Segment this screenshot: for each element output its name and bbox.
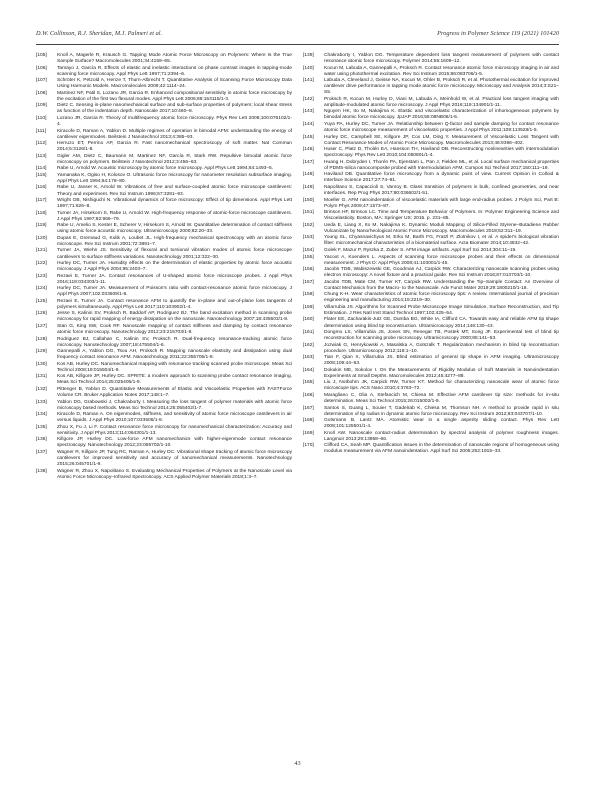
reference-entry [36,103,292,115]
reference-entry [36,412,292,424]
reference-entry [303,185,559,197]
reference-text: Clifford CA, Seah MP. Quantification issues in the determination of nanoscale regions of homogeneous using modulus measurement via AFM nanoindentation. Appl Surf Sci 2005;252:1915–33. [324,443,559,455]
reference-number: [163] [303,355,314,361]
reference-number: [110] [36,115,47,121]
running-head-journal: Progress in Polymer Science 119 (2021) 101420 [437,30,559,37]
reference-text: Tamayo J, García R. Effects of elastic and inelastic interactions on phase contrast images in tapping-mode scanning force microscopy. Appl Phys Lett 1997;71:2394–6. [57,65,292,77]
reference-entry [303,122,559,134]
reference-text: Labuda A, Cleveland J, Geisse NA, Kocun M, Ohler B, Proksch R, et al. Photothermal excitation for improved cantilever drive performance in tapping mode atomic force microscopy. Microscopy and Analysis 2014;3:S21–S5. [324,78,559,96]
reference-text: Yablon DG, Grabowski J, Chakraborty I. Measuring the loss tangent of polymer materials with atomic force microscopy based methods. Meas Sci Technol 2014;25:055402/1-7. [57,399,292,411]
reference-number: [134] [36,412,47,418]
references-column-right [303,53,559,456]
reference-text: Dupas E, Gremaud G, Kulik A, Loubet JL. High-frequency mechanical spectroscopy with an atomic force microscope. Rev Sci Instrum 2001;72:3891–7. [57,235,292,247]
reference-entry [36,299,292,311]
reference-entry [36,400,292,412]
reference-number: [150] [303,197,314,203]
reference-number: [152] [303,222,314,228]
reference-entry [36,166,292,172]
reference-text: Dongmo LS, Villarrubia JS, Jones SN, Renegar TB, Postek MT, Song JF. Experimental test of blind tip reconstruction for scanning probe microscopy. Ultramicroscopy 2000;85:141–53. [324,330,559,342]
reference-number: [156] [303,267,314,273]
reference-number: [126] [36,311,47,317]
reference-number: [142] [303,96,314,102]
reference-number: [158] [303,292,314,298]
reference-number: [105] [36,53,47,58]
reference-text: Wright OB, Nishiguchi N. Vibrational dynamics of force microscopy: Effect of tip dimensions. Appl Phys Lett 1997;71:626–8. [57,198,292,210]
reference-entry [36,66,292,78]
reference-number: [137] [36,449,47,455]
reference-entry [36,141,292,153]
reference-text: Tian F, Qian X, Villarrubia JS. Blind estimation of general tip shape in AFM imaging. Ultramicroscopy 2008;109:44–53. [324,355,559,367]
reference-number: [132] [36,386,47,392]
reference-entry [303,305,559,317]
reference-text: Gotsmann B, Lantz MA. Atomistic wear in a single asperity sliding contact. Phys Rev Lett 2008;101:125501/1-4. [324,418,559,430]
reference-number: [162] [303,342,314,348]
reference-entry [36,185,292,197]
reference-text: Schröter K, Petzold A, Henze T, Thurn-Albrecht T. Quantitative Analysis of Scanning Force Microscopy Data Using Harmonic Models. Macromolecules 2009;42:1114–24. [57,78,292,90]
reference-text: Wagner R, Killgore JP, Tung RC, Raman A, Hurley DC. Vibrational shape tracking of atomic force microscopy cantilevers for improved sensitivity and accuracy of nanomechanical measurements. Nanotechnology 2015;26:045701/1-9. [57,449,292,468]
reference-number: [118] [36,210,47,216]
reference-entry [303,255,559,267]
reference-entry [303,330,559,342]
reference-entry [303,317,559,329]
reference-number: [127] [36,324,47,330]
reference-entry [303,343,559,355]
reference-text: Gigler AM, Dietz C, Baumann M, Martinez NF, García R, Stark RW. Repulsive bimodal atomic force microscopy on polymers. Beilstein J Nanotechnol 2012;3:456–63. [57,153,292,165]
reference-number: [154] [303,247,314,253]
reference-entry [303,53,559,65]
reference-number: [157] [303,279,314,285]
reference-text: Rabe U, Amelio S, Kester E, Scherer V, Hirsekorn S, Arnold W. Quantitative determination of contact stiffness using atomic force acoustic microscopy. Ultramicroscopy 2000;82:20–33. [57,223,292,235]
reference-number: [147] [303,159,314,165]
reference-entry [303,248,559,254]
reference-entry [36,425,292,437]
reference-number: [131] [36,374,47,380]
reference-number: [144] [303,122,314,128]
reference-entry [36,129,292,141]
reference-number: [166] [303,393,314,399]
reference-text: Rabe U, Janser K, Arnold W. Vibrations of free and surface-coupled atomic force microscope cantilevers: Theory and experiment. Rev Sci Instrum 1996;67:3281–93. [57,185,292,197]
reference-text: Rodriguez BJ, Callahan C, Kalinin SV, Proksch R. Dual-frequency resonance-tracking atomic force microscopy. Nanotechnology 2007;18:475504/1-6. [57,336,292,348]
reference-entry [36,116,292,128]
reference-number: [123] [36,273,47,279]
reference-text: Brinson HF, Brinson LC. Time and Temperature Behavior of Polymers. In: Polymer Engineering Science and Viscoelasticity. Boston, MA: Springer US; 2015. p. 231–85. [324,210,559,222]
reference-text: Kiracofe D, Raman A, Yablon D. Multiple regimes of operation in bimodal AFM: understanding the energy of cantilever eigenmodes. Beilstein J Nanotechnol 2013;4:385–93. [57,128,292,140]
reference-entry [36,91,292,103]
reference-entry [36,211,292,223]
reference-number: [130] [36,361,47,367]
reference-entry [303,418,559,430]
reference-text: Jesse S, Kalinin SV, Proksch R, Baddorf AP, Rodriguez BJ. The band excitation method in scanning probe microscopy for rapid mapping of energy dissipation on the nanoscale. Nanotechnology 2007;18:435503/1-8. [57,311,292,323]
reference-number: [170] [303,443,314,449]
reference-entry [36,362,292,374]
reference-number: [169] [303,430,314,436]
reference-text: Zhou X, Fu J, Li F. Contact resonance force microscopy for nanomechanical characterization: Accuracy and sensitivity. J Appl Phys 2013;114:064301/1-13. [57,424,292,436]
reference-text: Ueda E, Liang X, Ito M, Nakajima K. Dynamic Moduli Mapping of Silica-Filled Styrene–Butadiene Rubber Vulcanizate by Nanorheological Atomic Force Microscopy. Macromolecules 2018;52:311–19. [324,222,559,234]
reference-number: [145] [303,134,314,140]
reference-number: [159] [303,304,314,310]
reference-text: Hurley DC, Turner JA. Humidity effects on the determination of elastic properties by atomic force acoustic microscopy. J Appl Phys 2004;95:2403–7. [57,261,292,273]
reference-entry [36,154,292,166]
reference-number: [151] [303,210,314,216]
reference-entry [36,450,292,468]
reference-entry [303,355,559,367]
reference-number: [149] [303,184,314,190]
reference-text: Wagner R, Zhou X, Napolitano S. Evaluating Mechanical Properties of Polymers at the Nanoscale Level via Atomic Force Microscopy–Infrared Spectroscopy. ACS Applied Polymer Materials 2018;1:3–7. [57,468,292,480]
reference-text: Young SL, Chyasnavichyus M, Erko M, Barth FG, Fratzl P, Zlotnikov I, et al. A spider's biological vibration filter: micromechanical characteristics of a biomaterial surface. Acta Biomater 2014;10:4832–42. [324,235,559,247]
reference-text: Flater EE, Zacharakis-Jutz GE, Dumba BG, White IA, Clifford CA. Towards easy and reliable AFM tip shape determination using blind tip reconstruction. Ultramicroscopy 2014;146:130–43. [324,317,559,329]
reference-text: Santos S, Guang L, Souier T, Gadelrab K, Chiesa M, Thomson NH. A method to provide rapid in situ determination of tip radius in dynamic atomic force microscopy. Rev Sci Instrum 2012;83:043707/1-10. [324,405,559,417]
reference-text: Kos AB, Killgore JP, Hurley DC. SPRITE: a modern approach to scanning probe contact resonance imaging. Meas Sci Technol 2014;25:025405/1-9. [57,374,292,386]
reference-entry [303,160,559,172]
reference-entry [303,267,559,279]
reference-text: Jozwiak G, Henrykowski A, Masalska A, Gotszalk T. Regularization mechanism in blind tip reconstruction procedure. Ultramicroscopy 2012;118:1–10. [324,342,559,354]
reference-entry [36,286,292,298]
reference-text: Napolitano S, Capaccioli S, Vanroy B. Glass transition of polymers in bulk, confined geometries, and near interfaces. Rep Prog Phys 2017;80:036602/1-51. [324,184,559,197]
reference-number: [133] [36,399,47,405]
reference-entry [36,387,292,399]
reference-entry [36,236,292,248]
reference-entry [303,198,559,210]
reference-number: [108] [36,90,47,96]
reference-text: Kiracofe D, Raman A. On eigenmodes, stiffness, and sensitivity of atomic force microscope cantilevers in air versus liquids. J Appl Phys 2010;107:033506/1-9. [57,412,292,424]
reference-entry [36,53,292,65]
reference-number: [117] [36,198,47,204]
reference-text: Yuya PA, Hurley DC, Turner JA. Relationship between Q-factor and sample damping for contact resonance atomic force microscope measurement of viscoelastic properties. J Appl Phys 2011;109:113528/1-5. [324,122,559,134]
reference-number: [139] [303,53,314,58]
reference-number: [136] [36,437,47,443]
reference-number: [113] [36,153,47,159]
reference-number: [164] [303,367,314,373]
reference-text: Moeller G. AFM nanoindentation of viscoelastic materials with large end-radius probes. J Polym Sci, Part B: Polym Phys 2009;47:1573–87. [324,197,559,209]
reference-entry [36,469,292,481]
reference-number: [114] [36,166,47,172]
reference-text: Knoll A, Magerle R, Krausch G. Tapping Mode Atomic Force Microscopy on Polymers: Where Is the True Sample Surface? Macromolecules 2001;34:4159–65. [57,53,292,65]
reference-entry [36,374,292,386]
reference-entry [36,248,292,260]
reference-text: Jacobs TDB, Mate CM, Turner KT, Carpick RW. Understanding the Tip–Sample Contact: An Overview of Contact Mechanics from the Macro- to the Nanoscale. Adv Funct Mater 2019;29:1800210/1-18. [324,279,559,291]
reference-text: Jacobs TDB, Wabiszewski GE, Goodman AJ, Carpick RW. Characterizing nanoscale scanning probes using electron microscopy: A novel fixture and a practical guide. Rev Sci Instrum 2016;87:013703/1-10. [324,267,559,279]
reference-text: Kos AB, Hurley DC. Nanomechanical mapping with resonance tracking scanned probe microscope. Meas Sci Technol 2008;19:015504/1-9. [57,361,292,373]
reference-entry [303,97,559,109]
reference-text: Pittenger B, Yablon D. Quantitative Measurements of Elastic and Viscoelastic Properties with FASTForce Volume CR. Bruker Application Notes 2017;148:1–7. [57,386,292,399]
reference-entry [36,311,292,323]
reference-number: [111] [36,128,47,134]
reference-entry [303,147,559,159]
reference-number: [155] [303,254,314,260]
reference-text: Knoll AW. Nanoscale contact-radius determination by spectral analysis of polymer roughness images. Langmuir 2013;29:13958–66. [324,430,559,442]
reference-number: [135] [36,424,47,430]
reference-entry [303,280,559,292]
reference-number: [109] [36,103,47,109]
reference-number: [168] [303,418,314,424]
reference-entry [303,135,559,147]
reference-text: Huser C, Platz D, Tholén EA, Hansson TH, Haviland DB. Reconstructing nonlinearities with intermodulation spectroscopy. Phys Rev Lett 2010;104:050801/1-4. [324,147,559,159]
reference-text: Turner JA, Wiehn JS. Sensitivity of flexural and torsional vibration modes of atomic force microscope cantilevers to surface stiffness variations. Nanotechnology 2001;12:322–30. [57,248,292,260]
reference-entry [36,337,292,349]
reference-text: Chakraborty I, Yablon DG. Temperature dependent loss tangent measurement of polymers with contact resonance atomic force microscopy. Polymer 2014;55:1609–12. [324,53,559,65]
reference-number: [128] [36,336,47,342]
reference-text: Yacoot A, Koenders L. Aspects of scanning force microscope probes and their effects on dimensional measurement. J Phys D: Appl Phys 2008;41:103001/1-46. [324,254,559,266]
reference-text: Proksch R, Kocun M, Hurley D, Viani M, Labuda A, Meinhold W, et al. Practical loss tangent imaging with amplitude-modulated atomic force microscopy. J Appl Phys 2016;119:134901/1-11. [324,96,559,108]
reference-entry [303,235,559,247]
reference-entry [36,223,292,235]
header-rule [36,44,559,45]
reference-text: Gannepalli A, Yablon DG, Tsou AH, Proksch R. Mapping nanoscale elasticity and dissipation using dual frequency contact resonance AFM. Nanotechnology 2011;22:355705/1-8. [57,349,292,361]
reference-text: Nguyen HK, Ito M, Nakajima K. Elastic and viscoelastic characterization of inhomogeneous polymers by bimodal atomic force microscopy. JpJAP 2016;55:08NB06/1-6. [324,109,559,121]
reference-number: [153] [303,235,314,241]
reference-entry [36,261,292,273]
reference-text: Villarrubia JS. Algorithms for Scanned Probe Microscope Image Simulation, Surface Reconstruction, and Tip Estimation. J Res Natl Inst Stand Technol 1997;102:425–54. [324,304,559,316]
reference-number: [122] [36,261,47,267]
reference-text: Martinez NF, Patil S, Lozano JR, Garcia R. Enhanced compositional sensitivity in atomic force microscopy by the excitation of the first two flexural modes. Appl Phys Lett 2006;89:153115/1-3. [57,90,292,102]
reference-number: [106] [36,65,47,71]
reference-number: [119] [36,223,47,229]
reference-text: Yamanaka K, Ogiso H, Kolosov O. Ultrasonic force microscopy for nanometer resolution subsurface imaging. Appl Phys Lett 1994;64:178–80. [57,172,292,184]
references-column-left [36,53,292,481]
reference-number: [141] [303,78,314,84]
reference-entry [303,210,559,222]
reference-number: [146] [303,147,314,153]
reference-text: Huang H, Dobryden I, Thorén PA, Ejenstam L, Pan J, Fielden ML, et al. Local surface mechanical properties of PDMS-silica nanocomposite probed with Intermodulation AFM. Compos Sci Technol 2017;150:111–19. [324,159,559,171]
reference-entry [303,172,559,184]
reference-number: [148] [303,172,314,178]
reference-number: [124] [36,286,47,292]
reference-number: [121] [36,248,47,254]
reference-entry [36,173,292,185]
reference-number: [167] [303,405,314,411]
reference-text: Rezaei E, Turner JA. Contact resonances of U-shaped atomic force microscope probes. J Appl Phys 2016;119:034303/1-11. [57,273,292,285]
reference-text: Haviland DB. Quantitative force microscopy from a dynamic point of view. Current Opinion in Colloid & Interface Science 2017;27:74–81. [324,172,559,184]
reference-text: Chung K-H. Wear characteristics of atomic force microscopy tips: A review. International journal of precision engineering and manufacturing 2014;15:2219–30. [324,292,559,304]
reference-text: Dietz C. Sensing in-plane nanomechanical surface and sub-surface properties of polymers: local shear stress as function of the indentation depth. Nanoscale 2017;10:460–8. [57,103,292,115]
reference-entry [303,292,559,304]
reference-text: Dokukin ME, Sokolov I. On the Measurements of Rigidity Modulus of Soft Materials in Nanoindentation Experiments at Small Depths. Macromolecules 2012;45:4277–88. [324,367,559,379]
reference-text: Lozano JR, Garcia R. Theory of multifrequency atomic force microscopy. Phys Rev Lett 2008;100:076102/1-4. [57,115,292,128]
reference-entry [36,324,292,336]
reference-text: Turner JA, Hirsekorn S, Rabe U, Arnold W. High-frequency response of atomic-force microscope cantilevers. J Appl Phys 1997;82:966–79. [57,210,292,222]
page-number: 43 [294,760,301,767]
reference-text: Maragliano C, Glia A, Stefancich M, Chiesa M. Effective AFM cantilever tip size: methods for in-situ determination. Meas Sci Technol 2015;26:015002/1-9. [324,393,559,405]
reference-entry [303,393,559,405]
reference-number: [129] [36,349,47,355]
reference-number: [165] [303,380,314,386]
reference-text: Kocun M, Labuda A, Gannepalli A, Proksch R. Contact resonance atomic force microscopy imaging in air and water using photothermal excitation. Rev Sci Instrum 2015;86:083706/1-5. [324,65,559,77]
reference-entry [303,443,559,455]
reference-entry [36,198,292,210]
reference-text: Hurley DC, Campbell SE, Killgore JP, Cox LM, Ding Y. Measurement of Viscoelastic Loss Tangent with Contact Resonance Modes of Atomic Force Microscopy. Macromolecules 2013;46:9396–402. [324,134,559,146]
reference-entry [36,349,292,361]
reference-text: Golek F, Mazur P, Ryszka Z, Zuber S. AFM image artifacts. Appl Surf Sci 2014;304:11–19. [324,247,517,253]
reference-number: [143] [303,109,314,115]
reference-entry [36,274,292,286]
reference-number: [107] [36,78,47,84]
reference-number: [125] [36,298,47,304]
reference-entry [36,78,292,90]
reference-number: [115] [36,172,47,178]
reference-entry [303,109,559,121]
reference-text: Rezaei E, Turner JA. Contact resonance AFM to quantify the in-plane and out-of-plane loss tangents of polymers simultaneously. Appl Phys Lett 2017;110:103902/1-4. [57,298,292,310]
reference-entry [36,437,292,449]
reference-entry [303,406,559,418]
reference-text: Hurley DC, Turner JA. Measurement of Poisson's ratio with contact-resonance atomic force microscopy. J Appl Phys 2007;102:033509/1-8. [57,286,292,298]
reference-entry [303,431,559,443]
running-head-authors: D.W. Collinson, R.J. Sheridan, M.J. Palmeri et al. [36,30,163,37]
reference-entry [303,223,559,235]
reference-entry [303,66,559,78]
reference-text: Liu J, Notbohm JK, Carpick RW, Turner KT. Method for characterizing nanoscale wear of atomic force microscope tips. ACS Nano 2010;4:3763–72. [324,380,559,392]
reference-number: [116] [36,185,47,191]
reference-text: Rabe U, Arnold W. Acoustic microscopy by atomic force microscopy. Appl Phys Lett 1994;64:1493–5. [57,166,274,172]
reference-number: [160] [303,317,314,323]
reference-number: [112] [36,141,47,147]
reference-text: Stan G, King SW, Cook RF. Nanoscale mapping of contact stiffness and damping by contact resonance atomic force microscopy. Nanotechnology 2012;23:215703/1-9. [57,324,292,336]
reference-number: [140] [303,65,314,71]
running-head [36,30,559,42]
reference-entry [303,78,559,96]
reference-number: [161] [303,330,314,336]
reference-number: [120] [36,235,47,241]
reference-number: [138] [36,468,47,474]
reference-entry [303,380,559,392]
reference-text: Herruzo ET, Perrino AP, Garcia R. Fast nanomechanical spectroscopy of soft matter. Nat Commun 2014;5:3126/1-8. [57,141,292,153]
reference-entry [303,368,559,380]
reference-text: Killgore JP, Hurley DC. Low-force AFM nanomechanics with higher-eigenmode contact resonance spectroscopy. Nanotechnology 2012;23:055702/1-10. [57,437,292,449]
